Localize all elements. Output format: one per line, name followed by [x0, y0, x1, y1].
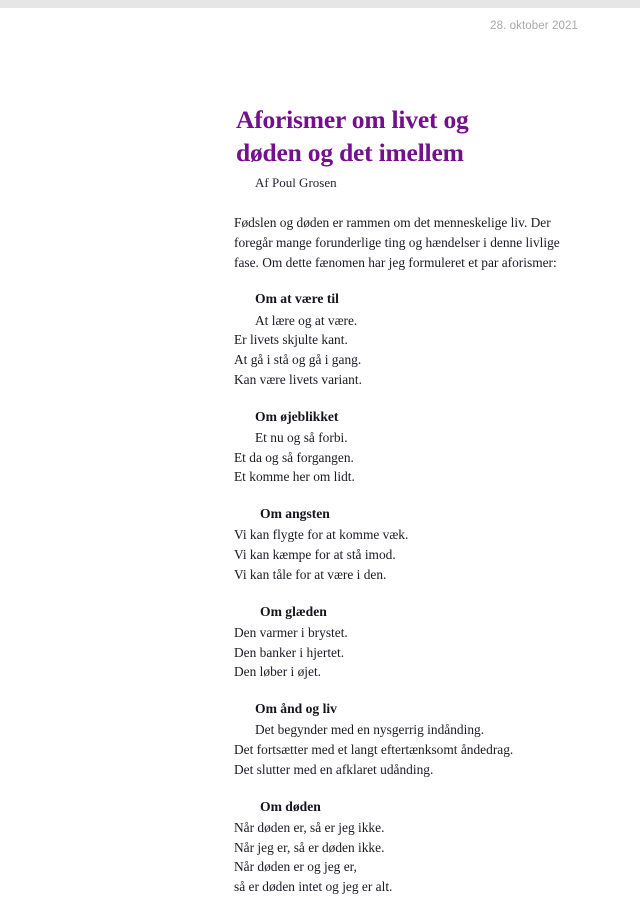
stanza-line: At gå i stå og gå i gang. [234, 352, 362, 368]
stanza-heading: Om døden [260, 798, 321, 814]
aphorism-stanza [234, 602, 584, 683]
aphorism-stanza [234, 407, 584, 488]
stanza-line: Et da og så forgangen. [234, 449, 354, 465]
stanza-heading: Om glæden [260, 603, 327, 619]
stanza-line: Når jeg er, så er døden ikke. [234, 839, 385, 855]
stanza-line: så er døden intet og jeg er alt. [234, 879, 393, 895]
stanza-line: Den løber i øjet. [234, 664, 322, 680]
stanza-heading: Om angsten [260, 506, 330, 522]
stanza-heading: Om øjeblikket [255, 408, 339, 424]
publication-date: 28. oktober 2021 [490, 20, 578, 32]
stanza-line: Når døden er og jeg er, [234, 859, 357, 875]
aphorism-stanza [234, 504, 584, 585]
stanza-line: Det begynder med en nysgerrig indånding. [255, 722, 485, 738]
stanza-line: Den banker i hjertet. [234, 644, 345, 660]
aphorism-stanza [234, 699, 584, 780]
stanza-line: Det fortsætter med et langt eftertænksomt åndedrag. [234, 742, 514, 758]
stanza-line: Et komme her om lidt. [234, 469, 355, 485]
stanza-line: At lære og at være. [255, 312, 358, 328]
stanza-line: Kan være livets variant. [234, 371, 362, 387]
stanza-line: Vi kan kæmpe for at stå imod. [234, 547, 396, 563]
article-intro-paragraph: Fødslen og døden er rammen om det menneskelige liv. Der foregår mange forunderlige ting og hændelser i denne livlige fase. Om dette fænomen har jeg formuleret et par aforismer: [234, 214, 560, 270]
stanza-line: Det slutter med en afklaret udånding. [234, 761, 434, 777]
article-body [234, 104, 584, 897]
stanza-line: Er livets skjulte kant. [234, 332, 348, 348]
aphorism-stanza [234, 289, 584, 389]
stanza-heading: Om ånd og liv [255, 701, 337, 717]
document-page [0, 8, 640, 895]
aphorism-list [234, 289, 584, 896]
stanza-heading: Om at være til [255, 291, 339, 307]
stanza-line: Den varmer i brystet. [234, 624, 348, 640]
stanza-line: Vi kan flygte for at komme væk. [234, 527, 409, 543]
stanza-line: Når døden er, så er jeg ikke. [234, 819, 385, 835]
stanza-line: Et nu og så forbi. [255, 429, 348, 445]
stanza-line: Vi kan tåle for at være i den. [234, 566, 387, 582]
aphorism-stanza [234, 797, 584, 897]
page-title-line-1: Aforismer om livet og [236, 105, 469, 134]
page-title-line-2: døden og det imellem [236, 137, 464, 167]
article-byline: Af Poul Grosen [255, 175, 337, 191]
page-title [234, 104, 584, 169]
